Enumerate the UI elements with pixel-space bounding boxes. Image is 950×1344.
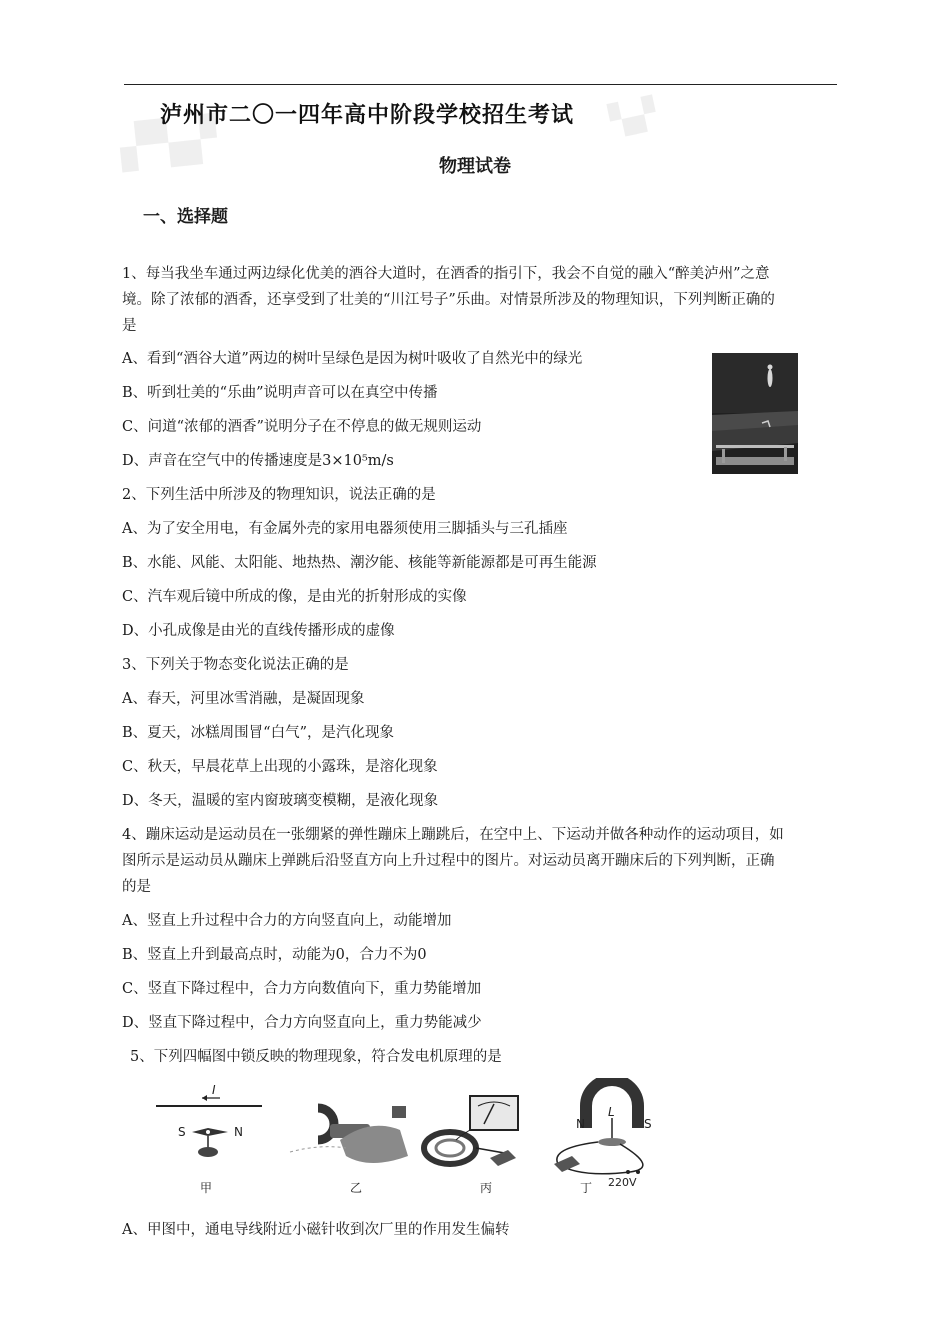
- coil-label: L: [608, 1105, 615, 1119]
- q3-option-b: B、夏天，冰糕周围冒“白气”，是汽化现象: [122, 725, 394, 741]
- q2-stem: 2、下列生活中所涉及的物理知识，说法正确的是: [122, 487, 436, 503]
- section-heading: 一、选择题: [143, 207, 228, 227]
- figure-bing: [424, 1096, 518, 1195]
- q3-option-a: A、春天，河里冰雪消融，是凝固现象: [122, 691, 365, 707]
- q3-option-c: C、秋天，早晨花草上出现的小露珠，是溶化现象: [122, 759, 438, 775]
- figure-bing-label: 丙: [480, 1181, 493, 1195]
- figure-yi-label: 乙: [350, 1181, 363, 1195]
- trampoline-photo: [712, 353, 798, 474]
- needle-s-label: S: [178, 1125, 186, 1139]
- q5-option-a: A、甲图中，通电导线附近小磁针收到次厂里的作用发生偏转: [122, 1222, 510, 1238]
- q1-stem-line1: 1、每当我坐车通过两边绿化优美的酒谷大道时，在酒香的指引下，我会不自觉的融入“醉美泸州”之意: [122, 266, 770, 282]
- q4-stem-line2: 图所示是运动员从蹦床上弹跳后沿竖直方向上升过程中的图片。对运动员离开蹦床后的下列判断，正确: [122, 853, 775, 869]
- q2-option-b: B、水能、风能、太阳能、地热热、潮汐能、核能等新能源都是可再生能源: [122, 555, 597, 571]
- voltage-label: 220V: [608, 1176, 637, 1189]
- figure-jia: [156, 1083, 262, 1195]
- exam-title: 泸州市二〇一四年高中阶段学校招生考试: [160, 103, 575, 128]
- watermark-right: ▚▞: [606, 95, 660, 140]
- q5-stem: 5、下列四幅图中锁反映的物理现象，符合发电机原理的是: [130, 1049, 502, 1065]
- q5-figures: [150, 1078, 670, 1202]
- watermark-left: ▞▚▞: [117, 113, 220, 172]
- q4-stem-line3: 的是: [122, 879, 151, 895]
- q4-stem-line1: 4、蹦床运动是运动员在一张绷紧的弹性蹦床上蹦跳后，在空中上、下运动并做各种动作的运动项目，如: [122, 827, 784, 843]
- q1-option-b: B、听到壮美的“乐曲”说明声音可以在真空中传播: [122, 385, 438, 401]
- q1-stem-line2: 境。除了浓郁的酒香，还享受到了壮美的“川江号子”乐曲。对情景所涉及的物理知识，下列判断正确的: [122, 292, 775, 308]
- figure-ding: [554, 1080, 652, 1195]
- needle-n-label: N: [234, 1125, 243, 1139]
- q4-option-a: A、竖直上升过程中合力的方向竖直向上，动能增加: [122, 913, 452, 929]
- current-label: I: [212, 1083, 216, 1097]
- q3-stem: 3、下列关于物态变化说法正确的是: [122, 657, 349, 673]
- top-rule: [124, 84, 837, 85]
- q1-stem-line3: 是: [122, 318, 137, 334]
- q1-option-c: C、问道“浓郁的酒香”说明分子在不停息的做无规则运动: [122, 419, 482, 435]
- q1-option-d: D、声音在空气中的传播速度是3×10⁵m/s: [122, 453, 394, 469]
- q1-option-a: A、看到“酒谷大道”两边的树叶呈绿色是因为树叶吸收了自然光中的绿光: [122, 351, 583, 367]
- q4-option-d: D、竖直下降过程中，合力方向竖直向上，重力势能减少: [122, 1015, 482, 1031]
- q2-option-a: A、为了安全用电，有金属外壳的家用电器须使用三脚插头与三孔插座: [122, 521, 568, 537]
- q3-option-d: D、冬天，温暖的室内窗玻璃变模糊，是液化现象: [122, 793, 439, 809]
- magnet-n-label: N: [576, 1117, 585, 1131]
- paper-subtitle: 物理试卷: [439, 156, 511, 177]
- figure-yi: [290, 1106, 408, 1195]
- q2-option-c: C、汽车观后镜中所成的像，是由光的折射形成的实像: [122, 589, 467, 605]
- q4-option-b: B、竖直上升到最高点时，动能为0，合力不为0: [122, 947, 427, 963]
- figure-ding-label: 丁: [580, 1181, 593, 1195]
- q4-option-c: C、竖直下降过程中，合力方向数值向下，重力势能增加: [122, 981, 482, 997]
- magnet-s-label: S: [644, 1117, 652, 1131]
- q2-option-d: D、小孔成像是由光的直线传播形成的虚像: [122, 623, 395, 639]
- figure-jia-label: 甲: [200, 1181, 213, 1195]
